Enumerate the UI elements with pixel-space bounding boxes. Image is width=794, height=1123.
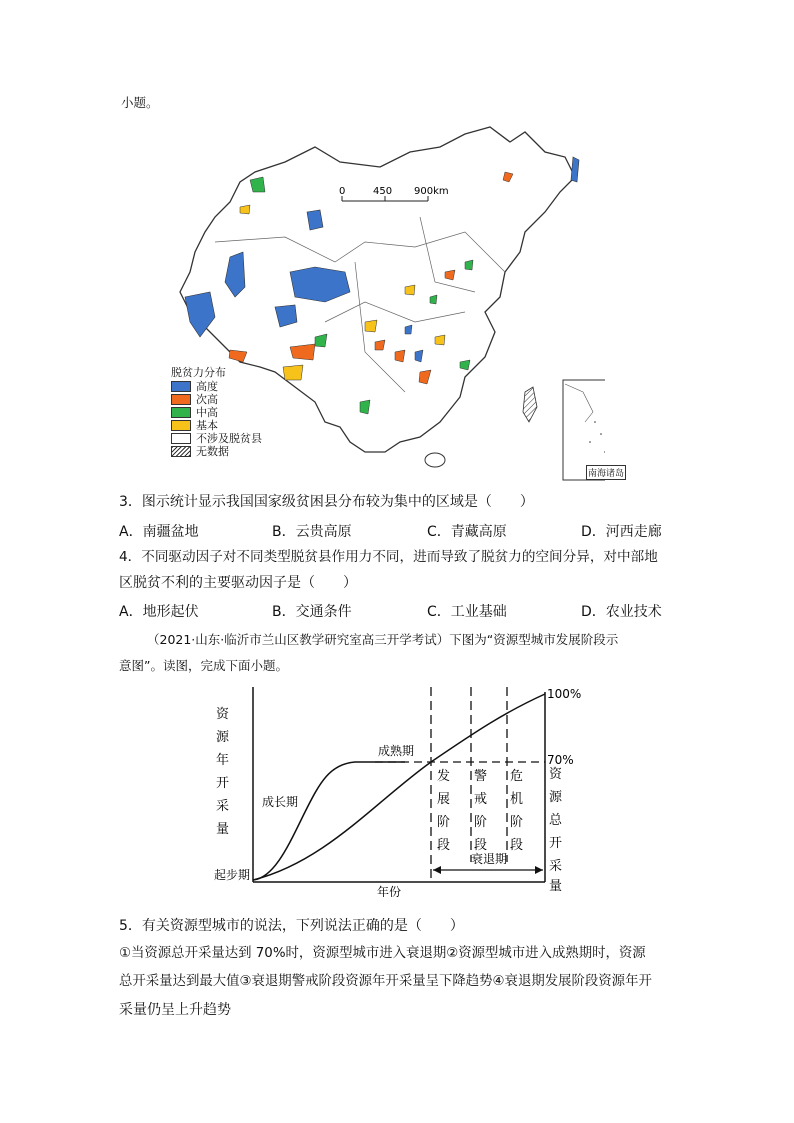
- q4-option-c[interactable]: C．工业基础: [427, 604, 507, 620]
- intro-line1: （2021·山东·临沂市兰山区教学研究室高三开学考试）下图为“资源型城市发展阶段示: [147, 632, 619, 647]
- legend-label: 高度: [196, 380, 218, 393]
- legend-item: [171, 445, 262, 458]
- phase-warning-3: 段: [474, 838, 488, 853]
- phase-warning-1: 戒: [474, 792, 488, 807]
- phase-develop-1: 展: [437, 792, 451, 807]
- pct-100-label: 100%: [547, 687, 582, 701]
- q3-option-b[interactable]: B．云贵高原: [272, 524, 352, 540]
- legend-label: 无数据: [196, 445, 229, 458]
- pct-70-label: 70%: [547, 753, 574, 767]
- legend-item: [171, 406, 262, 419]
- q4-stem-line2: 区脱贫不利的主要驱动因子是（ ）: [119, 575, 357, 591]
- header-fragment: 小题。: [121, 95, 159, 110]
- legend-swatch: [171, 420, 191, 431]
- right-axis-char-2: 总: [549, 813, 563, 828]
- q4-option-d[interactable]: D．农业技术: [581, 604, 662, 620]
- map-legend: [171, 366, 262, 458]
- legend-item: [171, 419, 262, 432]
- taiwan-island: [523, 387, 537, 422]
- right-axis-char-0: 资: [549, 767, 563, 782]
- legend-swatch: [171, 433, 191, 444]
- legend-item: [171, 393, 262, 406]
- x-axis-label: 年份: [377, 885, 402, 897]
- phase-warning-0: 警: [474, 769, 488, 784]
- hainan-island: [425, 453, 445, 467]
- q5-body-line2: 总开采量达到最大值③衰退期警戒阶段资源年开采量呈下降趋势④衰退期发展阶段资源年开: [119, 974, 652, 989]
- y-axis-char-2: 年: [216, 753, 230, 768]
- q4-stem-line1: 4．不同驱动因子对不同类型脱贫县作用力不同，进而导致了脱贫力的空间分异，对中部地: [119, 549, 658, 565]
- y-axis-char-5: 量: [216, 822, 230, 837]
- legend-swatch: [171, 407, 191, 418]
- phase-crisis-2: 阶: [510, 815, 524, 830]
- legend-title: 脱贫力分布: [171, 366, 226, 379]
- q4-option-b[interactable]: B．交通条件: [272, 604, 352, 620]
- phase-warning-2: 阶: [474, 815, 488, 830]
- y-axis-char-0: 资: [216, 707, 230, 722]
- q3-stem: 3．图示统计显示我国国家级贫困县分布较为集中的区域是（ ）: [119, 494, 534, 510]
- legend-label: 次高: [196, 393, 218, 406]
- legend-label: 中高: [196, 406, 218, 419]
- right-axis-char-3: 开: [549, 836, 563, 851]
- q3-option-c[interactable]: C．青藏高原: [427, 524, 507, 540]
- legend-item: [171, 432, 262, 445]
- y-axis-char-3: 开: [216, 776, 230, 791]
- annual-extraction-curve: [253, 762, 405, 880]
- stage-decline-label: 衰退期: [471, 852, 508, 866]
- q3-option-a[interactable]: A．南疆盆地: [119, 524, 199, 540]
- legend-label: 不涉及脱贫县: [196, 432, 262, 445]
- q4-option-a[interactable]: A．地形起伏: [119, 604, 199, 620]
- legend-swatch: [171, 394, 191, 405]
- phase-crisis-3: 段: [510, 838, 524, 853]
- legend-swatch: [171, 446, 191, 457]
- y-axis-char-1: 源: [216, 730, 230, 745]
- resource-city-diagram: [205, 682, 605, 897]
- right-axis-char-1: 源: [549, 790, 563, 805]
- q3-option-d[interactable]: D．河西走廊: [581, 524, 662, 540]
- q5-body-line3: 采量仍呈上升趋势: [119, 1002, 231, 1018]
- legend-label: 基本: [196, 419, 218, 432]
- inset-label: 南海诸岛: [586, 465, 626, 480]
- scale-label-900: 900km: [414, 186, 449, 197]
- phase-develop-0: 发: [437, 769, 451, 784]
- q5-stem: 5．有关资源型城市的说法，下列说法正确的是（ ）: [119, 918, 464, 934]
- intro-line2: 意图”。读图，完成下面小题。: [119, 658, 288, 673]
- right-axis-char-4: 采: [549, 859, 563, 874]
- legend-swatch: [171, 381, 191, 392]
- stage-mature-label: 成熟期: [378, 744, 415, 758]
- scale-label-0: 0: [339, 186, 346, 197]
- phase-develop-3: 段: [437, 838, 451, 853]
- stage-start-label: 起步期: [214, 868, 251, 882]
- phase-develop-2: 阶: [437, 815, 451, 830]
- q5-body-line1: ①当资源总开采量达到 70%时，资源型城市进入衰退期②资源型城市进入成熟期时，资源: [119, 946, 646, 961]
- legend-item: [171, 380, 262, 393]
- phase-crisis-1: 机: [510, 792, 524, 807]
- stage-growth-label: 成长期: [262, 795, 299, 809]
- y-axis-char-4: 采: [216, 799, 230, 814]
- phase-crisis-0: 危: [510, 769, 524, 784]
- scale-label-450: 450: [373, 186, 393, 197]
- right-axis-char-5: 量: [549, 879, 563, 894]
